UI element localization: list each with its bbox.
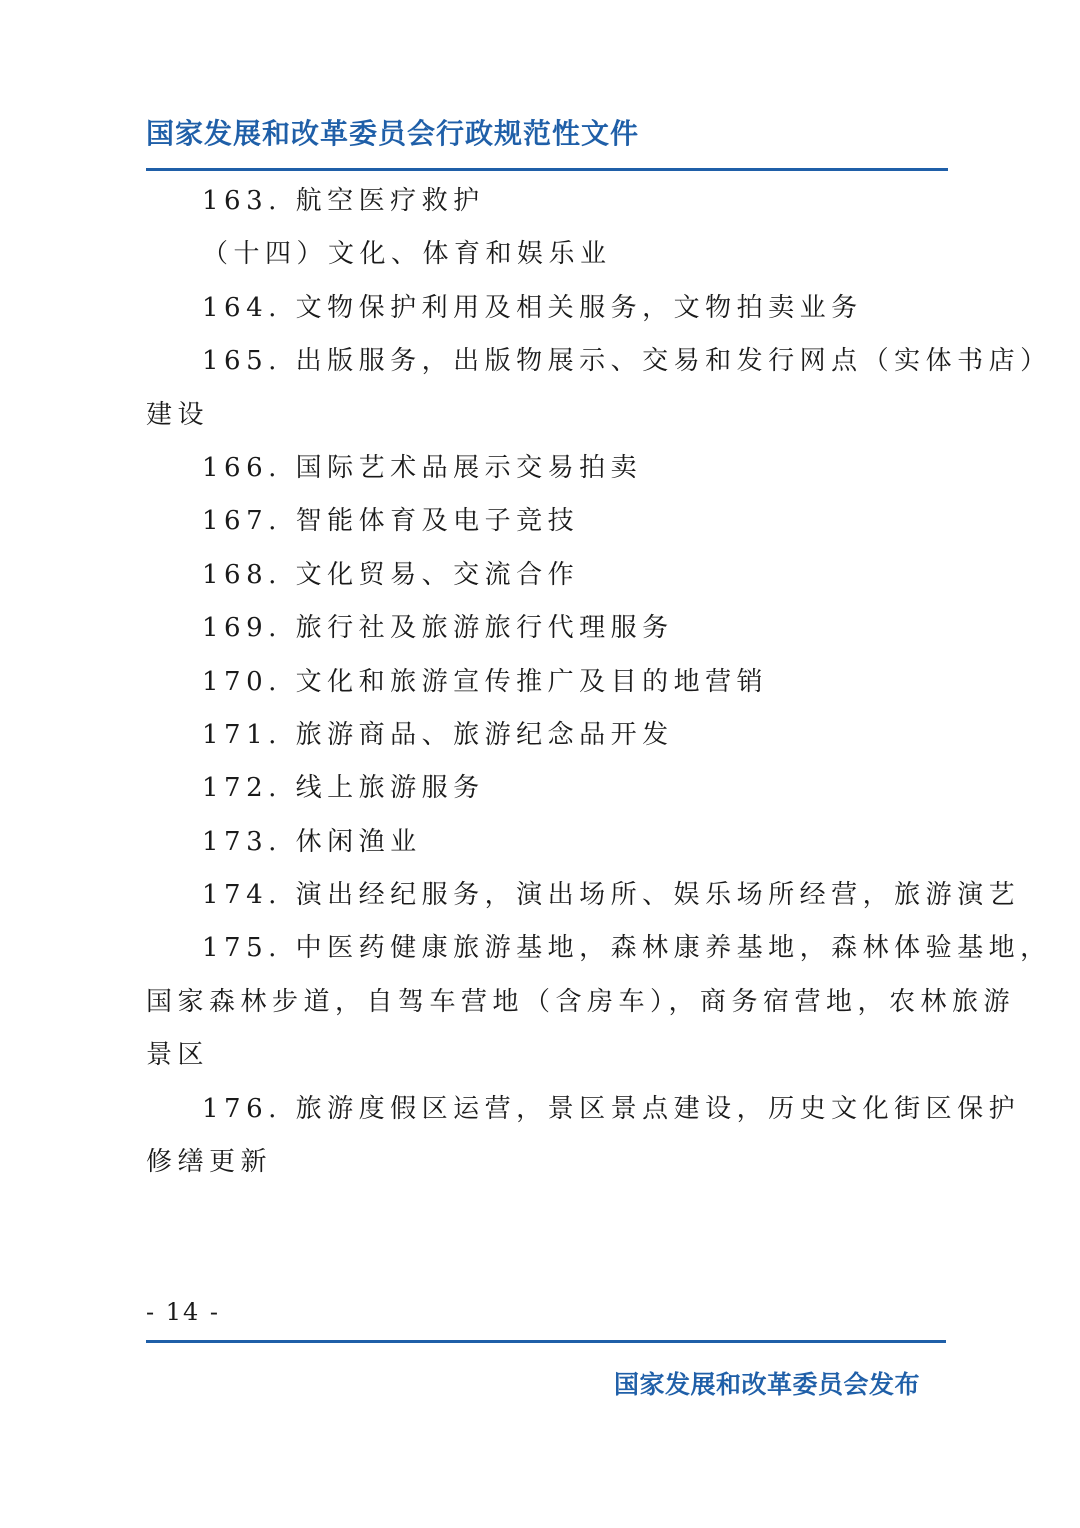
body-line: 168. 文化贸易、交流合作 <box>202 559 580 590</box>
page-number: - 14 - <box>146 1298 221 1326</box>
body-line: 165. 出版服务，出版物展示、交易和发行网点（实体书店） <box>202 346 1052 377</box>
body-line: 174. 演出经纪服务，演出场所、娱乐场所经营，旅游演艺 <box>202 880 1021 911</box>
body-line: 166. 国际艺术品展示交易拍卖 <box>202 452 643 483</box>
body-line: 167. 智能体育及电子竞技 <box>202 506 580 537</box>
body-line: 171. 旅游商品、旅游纪念品开发 <box>202 719 674 750</box>
body-line: 国家森林步道，自驾车营地（含房车），商务宿营地，农林旅游 <box>146 986 1016 1017</box>
document-body <box>146 175 1052 1189</box>
body-line: 172. 线上旅游服务 <box>202 773 485 804</box>
document-header-title: 国家发展和改革委员会行政规范性文件 <box>146 117 640 150</box>
body-line: 173. 休闲渔业 <box>202 826 422 857</box>
section-heading: （十四）文化、体育和娱乐业 <box>202 239 612 270</box>
body-line: 170. 文化和旅游宣传推广及目的地营销 <box>202 666 769 697</box>
body-line: 176. 旅游度假区运营，景区景点建设，历史文化街区保护 <box>202 1093 1021 1124</box>
body-line: 164. 文物保护利用及相关服务，文物拍卖业务 <box>202 292 863 323</box>
body-line: 163. 航空医疗救护 <box>202 186 485 216</box>
body-line: 景区 <box>146 1040 210 1071</box>
document-footer-publisher: 国家发展和改革委员会发布 <box>613 1370 920 1399</box>
body-line: 建设 <box>146 399 210 430</box>
body-line: 修缮更新 <box>146 1147 273 1178</box>
body-line: 175. 中医药健康旅游基地，森林康养基地，森林体验基地， <box>202 933 1052 964</box>
header-divider <box>146 168 948 171</box>
body-line: 169. 旅行社及旅游旅行代理服务 <box>202 613 674 644</box>
footer-divider <box>146 1340 946 1343</box>
